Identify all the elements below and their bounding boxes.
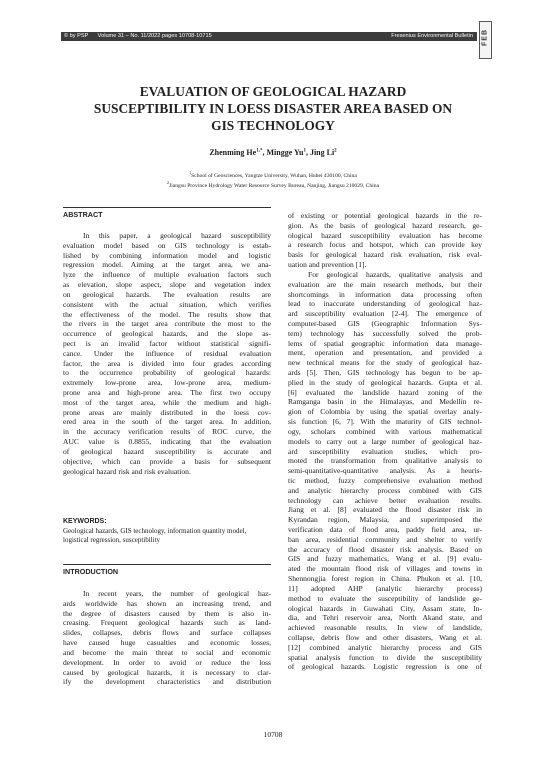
text-line: have caused huge casualties and economic losses,: [63, 638, 271, 648]
text-line: on geological hazards. The evaluation results are: [63, 289, 271, 299]
text-line: lished by combining information model and logistic: [63, 250, 271, 260]
authors: Zhenming $He^{1,*}$, Mingge Yu$^1$, Jing Li$^2$: [209, 148, 337, 157]
text-line: development. In order to avoid or reduce the loss: [63, 657, 271, 667]
text-line: lyze the influence of multiple evaluation factors such: [63, 270, 271, 280]
text-line: verification data of flood area, paddy field area, ur-: [288, 525, 482, 534]
text-line: occurrence of geological hazards, and the slope as-: [63, 329, 271, 339]
text-line: Ramganga basin in the Himalayas, and Medellin re-: [288, 397, 482, 407]
text-line: and become the main threat to social and economic: [63, 647, 271, 657]
text-line: collapse, debris flow and other disasters, Wang et al.: [288, 632, 482, 642]
text-line: geological hazard risk and risk evaluation.: [63, 466, 191, 476]
text-line: as elevation, slope aspect, slope and vegetation index: [63, 280, 271, 290]
feb-logo: [479, 21, 492, 59]
text-line: cance. Under the influence of residual evaluation: [63, 348, 271, 358]
journal-header-bar: [61, 32, 477, 41]
text-line: sis function [6, 7]. With the maturity of GIS technol-: [288, 417, 482, 427]
text-line: ards worldwide has shown an increasing trend, and: [63, 598, 271, 608]
text-line: Kyrandan region, Malaysia, and superimposed the: [288, 515, 482, 525]
text-line: the rivers in the target area contribute the most to the: [63, 319, 271, 329]
text-line: [6] evaluated the landslide hazard zoning of the: [288, 387, 482, 397]
text-line: ological hazard susceptibility evaluation has become: [288, 230, 482, 240]
text-line: tem) technology has successfully solved the prob-: [288, 328, 482, 338]
text-line: gion. As the basis of geological hazard research, ge-: [288, 220, 482, 230]
text-line: lead to inaccurate understanding of geological haz-: [288, 299, 482, 309]
introduction-body: [63, 589, 271, 687]
text-line: ological hazards in Guwahati City, Assam state, In-: [288, 603, 482, 613]
text-line: extremely low-prone area, low-prone area, medium-: [63, 378, 271, 388]
text-line: tic method, fuzzy comprehensive evaluation method: [288, 475, 482, 485]
text-line: dia, and Tehri reservoir area, North Akand state, and: [288, 613, 482, 623]
title-line: EVALUATION OF GEOLOGICAL HAZARD: [139, 84, 407, 99]
text-line: AUC value is 0.8855, indicating that the evaluation: [63, 437, 271, 447]
text-line: lems of spatial geographic information data manage-: [288, 338, 482, 348]
text-line: spatial analysis function to divide the susceptibility: [288, 652, 482, 662]
text-line: achieved reasonable results. In view of landslide,: [288, 623, 482, 633]
text-line: [12] combined analytic hierarchy process and GIS: [288, 642, 482, 652]
text-line: gion of Colombia by using the spatial overlay analy-: [288, 407, 482, 417]
affiliation-2: $^2$Jiangsu Province Hydrology Water Resource Survey Bureau, Nanjing, Jiangsu 210029, China: [167, 180, 379, 189]
text-line: method to evaluate the susceptibility of landslide ge-: [288, 593, 482, 603]
text-line: of existing or potential geological hazards in the re-: [288, 211, 482, 220]
keywords-text: Geological hazards, GIS technology, information quantity model, logistical regression, susceptibility: [63, 527, 247, 544]
text-line: caused by geological hazards, it is necessary to clar-: [63, 667, 271, 677]
text-line: For geological hazards, qualitative analysis and: [308, 269, 482, 279]
text-line: ard susceptibility evaluation studies, which pro-: [288, 446, 482, 456]
abstract-body: [63, 231, 271, 476]
text-line: in the accuracy verification results of ROC curve, the: [63, 427, 271, 437]
introduction-heading: INTRODUCTION: [63, 567, 119, 576]
text-line: GIS and fuzzy mathematics, Wang et al. [9] evalu-: [288, 554, 482, 564]
text-line: the effectiveness of the model. The results show that: [63, 309, 271, 319]
text-line: the degree of disasters caused by them is also in-: [63, 608, 271, 618]
text-line: prone areas are mainly distributed in the loess cov-: [63, 407, 271, 417]
text-line: evaluation model based on GIS technology is estab-: [63, 240, 271, 250]
text-line: regression model. Aiming at the target area, we ana-: [63, 260, 271, 270]
text-line: ard susceptibility evaluation [2-4]. The emergence of: [288, 309, 482, 319]
page-number: 10708: [263, 730, 283, 739]
journal-name: Fresenius Environmental Bulletin: [391, 33, 473, 39]
text-line: pect is an invalid factor without statistical signifi-: [63, 338, 271, 348]
text-line: most of the target area, while the medium and high-: [63, 397, 271, 407]
abstract-rule: [63, 207, 271, 208]
text-line: computer-based GIS (Geographic Information Sys-: [288, 318, 482, 328]
text-line: ment, operation and presentation, and provided a: [288, 348, 482, 358]
text-line: consistent with the actual situation, which verifies: [63, 299, 271, 309]
text-line: technology can achieve better evaluation results.: [288, 495, 482, 505]
text-line: factor, the area is divided into four grades according: [63, 358, 271, 368]
text-line: of geological hazards. Logistic regression is one of: [288, 662, 482, 672]
text-line: In this paper, a geological hazard susceptibility: [83, 231, 271, 240]
text-line: of geological hazard susceptibility is accurate and: [63, 446, 271, 456]
text-line: prone area and high-prone area. The first two occupy: [63, 388, 271, 397]
text-line: new technical means for the study of geological haz-: [288, 358, 482, 368]
text-line: basis for geological hazard risk evaluation, risk eval-: [288, 250, 482, 260]
text-line: plied in the study of geological hazards. Gupta et al.: [288, 377, 482, 387]
keywords-heading: KEYWORDS:: [63, 518, 107, 525]
text-line: ogy, scholars combined with various mathematical: [288, 426, 482, 436]
text-line: shortcomings in information data processing often: [288, 289, 482, 299]
text-line: Shennongjia forest region in China. Phukon et al. [10,: [288, 574, 482, 584]
text-line: slides, collapses, debris flows and surface collapses: [63, 628, 271, 638]
text-line: the accuracy of flood disaster risk analysis. Based on: [288, 544, 482, 554]
title-line: GIS TECHNOLOGY: [211, 118, 335, 133]
text-line: ban area, residential community and shelter to verify: [288, 534, 482, 544]
abstract-heading: ABSTRACT: [63, 210, 103, 219]
text-line: uation and prevention [1].: [288, 260, 367, 270]
feb-logo-text: FEB: [481, 29, 489, 46]
copyright-label: © by PSP: [64, 33, 89, 39]
text-line: semi-quantitative-quantitative analysis. As a heuris-: [288, 466, 482, 476]
text-line: moted the transformation from qualitative analysis to: [288, 456, 482, 466]
title-line: SUSCEPTIBILITY IN LOESS DISASTER AREA BASED ON: [93, 101, 453, 116]
text-line: objective, which can provide a basis for subsequent: [63, 456, 271, 466]
text-line: ify the development characteristics and distribution: [63, 677, 271, 687]
text-line: creasing. Frequent geological hazards such as land-: [63, 618, 271, 628]
paper-title: [80, 83, 466, 134]
text-line: and analytic hierarchy process combined with GIS: [288, 485, 482, 495]
introduction-rule: [63, 564, 271, 565]
affiliation-1: $^1$School of Geosciences, Yangtze University, Wuhan, Hubei 430100, China: [189, 170, 357, 179]
text-line: In recent years, the number of geological haz-: [83, 589, 271, 598]
text-line: ards [5]. Then, GIS technology has begun to be ap-: [288, 368, 482, 377]
text-line: a research focus and hotspot, which can provide key: [288, 240, 482, 250]
text-line: to the occurrence probability of geological hazards:: [63, 368, 271, 378]
text-line: ered area in the south of the target area. In addition,: [63, 417, 271, 427]
volume-label: Volume 31 – No. 11/2022 pages 10708-10715: [97, 33, 212, 39]
text-line: ated the mountain flood risk of villages and towns in: [288, 564, 482, 574]
header-left: [64, 32, 212, 41]
text-line: 11] adopted AHP (analytic hierarchy process): [288, 583, 482, 593]
text-line: Jiang et al. [8] evaluated the flood disaster risk in: [288, 505, 482, 515]
text-line: models to carry out a large number of geological haz-: [288, 436, 482, 446]
text-line: evaluation are the main research methods, but their: [288, 279, 482, 289]
right-column-body: [288, 211, 482, 672]
